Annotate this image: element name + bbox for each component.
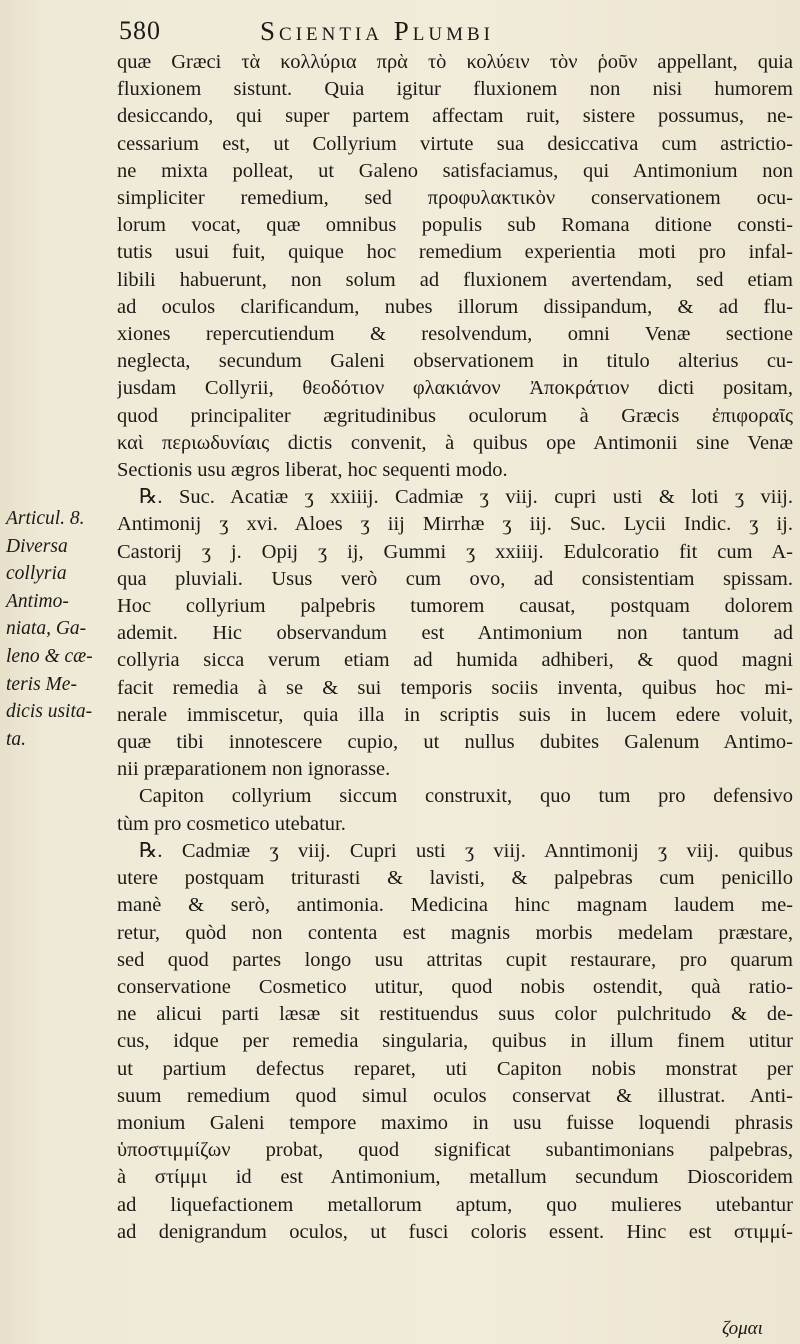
text-line: simpliciter remedium, sed προφυλακτικὸν conservationem ocu- [117,187,793,210]
text-line: jusdam Collyrii, θεοδότιον φλακιάνον Ἀποκράτιον dicti positam, [117,377,793,400]
text-line: cessarium est, ut Collyrium virtute sua desiccativa cum astrictio- [117,132,793,155]
text-line: Antimonij ʒ xvi. Aloes ʒ iij Mirrhæ ʒ iij. Suc. Lycii Indic. ʒ ij. [117,513,793,536]
text-line: Capiton collyrium siccum construxit, quo tum pro defensivo [139,785,793,808]
text-line: Hoc collyrium palpebris tumorem causat, postquam dolorem [117,595,793,618]
text-line: xiones repercutiendum & resolvendum, omni Venæ sectione [117,323,793,346]
text-line: fluxionem sistunt. Quia igitur fluxionem non nisi humorem [117,78,793,101]
text-line: qua pluviali. Usus verò cum ovo, ad consistentiam spissam. [117,567,793,590]
catchword: ζομαι [722,1318,763,1339]
text-line: suum remedium quod simul oculos conservat & illustrat. Anti- [117,1084,793,1107]
text-line: conservatione Cosmetico utitur, quod nobis ostendit, quà ratio- [117,975,793,998]
page-header [119,16,759,50]
text-line: ne alicui parti læsæ sit restituendus suus color pulchritudo & de- [117,1003,793,1026]
text-line: lorum vocat, quæ omnibus populis sub Romana ditione consti- [117,214,793,237]
text-line: nerale immiscetur, quia illa in scriptis suis in lucem edere voluit, [117,703,793,726]
text-line: cus, idque per remedia singularia, quibus in illum finem utitur [117,1030,793,1053]
text-line: tùm pro cosmetico utebatur. [117,812,346,835]
text-line: sed quod partes longo usu attritas cupit restaurare, pro quarum [117,948,793,971]
text-line: desiccando, qui super partem affectam ruit, sistere possumus, ne- [117,105,793,128]
margin-note-line: niata, Ga- [6,618,87,640]
text-line: Sectionis usu ægros liberat, hoc sequenti modo. [117,459,508,482]
margin-note-line: leno & cæ- [6,645,93,667]
margin-note-line: Articul. 8. [6,508,85,529]
text-line: ne mixta polleat, ut Galeno satisfaciamus, qui Antimonium non [117,159,793,182]
text-line: ademit. Hic observandum est Antimonium non tantum ad [117,622,793,645]
text-line: facit remedia à se & sui temporis sociis inventa, quibus hoc mi- [117,676,793,699]
text-line: utere postquam triturasti & lavisti, & palpebras cum penicillo [117,867,793,890]
text-line: Castorij ʒ j. Opij ʒ ij, Gummi ʒ xxiiij. Edulcoratio fit cum A- [117,540,793,563]
text-line: ad liquefactionem metallorum aptum, quo mulieres utebantur [117,1193,793,1216]
text-line: à στίμμι id est Antimonium, metallum secundum Dioscoridem [117,1166,793,1189]
text-line: ℞. Suc. Acatiæ ʒ xxiiij. Cadmiæ ʒ viij. cupri usti & loti ʒ viij. [139,486,793,509]
text-line: quod principaliter ægritudinibus oculorum à Græcis ἐπιφοραῖς [117,404,793,427]
text-line: libili habuerunt, non solum ad fluxionem avertendam, sed etiam [117,268,793,291]
margin-note-line: collyria [6,563,67,585]
text-line: ad denigrandum oculos, ut fusci coloris essent. Hinc est στιμμί- [117,1220,793,1243]
text-line: quæ Græci τὰ κολλύρια πρὰ τὸ κολύειν τὸν ῥοῦν appellant, quia [117,51,793,73]
text-line: quæ tibi innotescere cupio, ut nullus dubites Galenum Antimo- [117,731,793,754]
text-line: collyria sicca verum etiam ad humida adhiberi, & quod magni [117,649,793,672]
text-line: ὑποστιμμίζων probat, quod significat subantimonians palpebras, [117,1139,793,1162]
text-line: ℞. Cadmiæ ʒ viij. Cupri usti ʒ viij. Anntimonij ʒ viij. quibus [139,839,793,862]
text-line: tutis usui fuit, quique hoc remedium experientia moti pro infal- [117,241,793,264]
margin-note-line: Antimo- [6,590,69,612]
text-line: ad oculos clarificandum, nubes illorum dissipandum, & ad flu- [117,295,793,318]
margin-note-line: ta. [6,728,27,750]
margin-note-line: Diversa [6,535,68,557]
margin-note-line: teris Me- [6,673,77,695]
page-number: 580 [119,16,161,45]
margin-note-line: dicis usita- [6,701,93,723]
text-line: καὶ περιωδυνίαις dictis convenit, à quibus ope Antimonii sine Venæ [117,431,793,454]
text-line: manè & serò, antimonia. Medicina hinc magnam laudem me- [117,894,793,917]
running-title: Scientia Plumbi [260,16,494,46]
text-line: neglecta, secundum Galeni observationem in titulo alterius cu- [117,350,793,373]
text-line: monium Galeni tempore maximo in usu fuisse loquendi phrasis [117,1111,793,1134]
text-line: ut partium defectus reparet, uti Capiton nobis monstrat per [117,1057,793,1080]
text-line: retur, quòd non contenta est magnis morbis medelam præstare, [117,921,793,944]
text-line: nii præparationem non ignorasse. [117,758,391,781]
margin-note [6,505,124,753]
body-text [117,49,793,1246]
